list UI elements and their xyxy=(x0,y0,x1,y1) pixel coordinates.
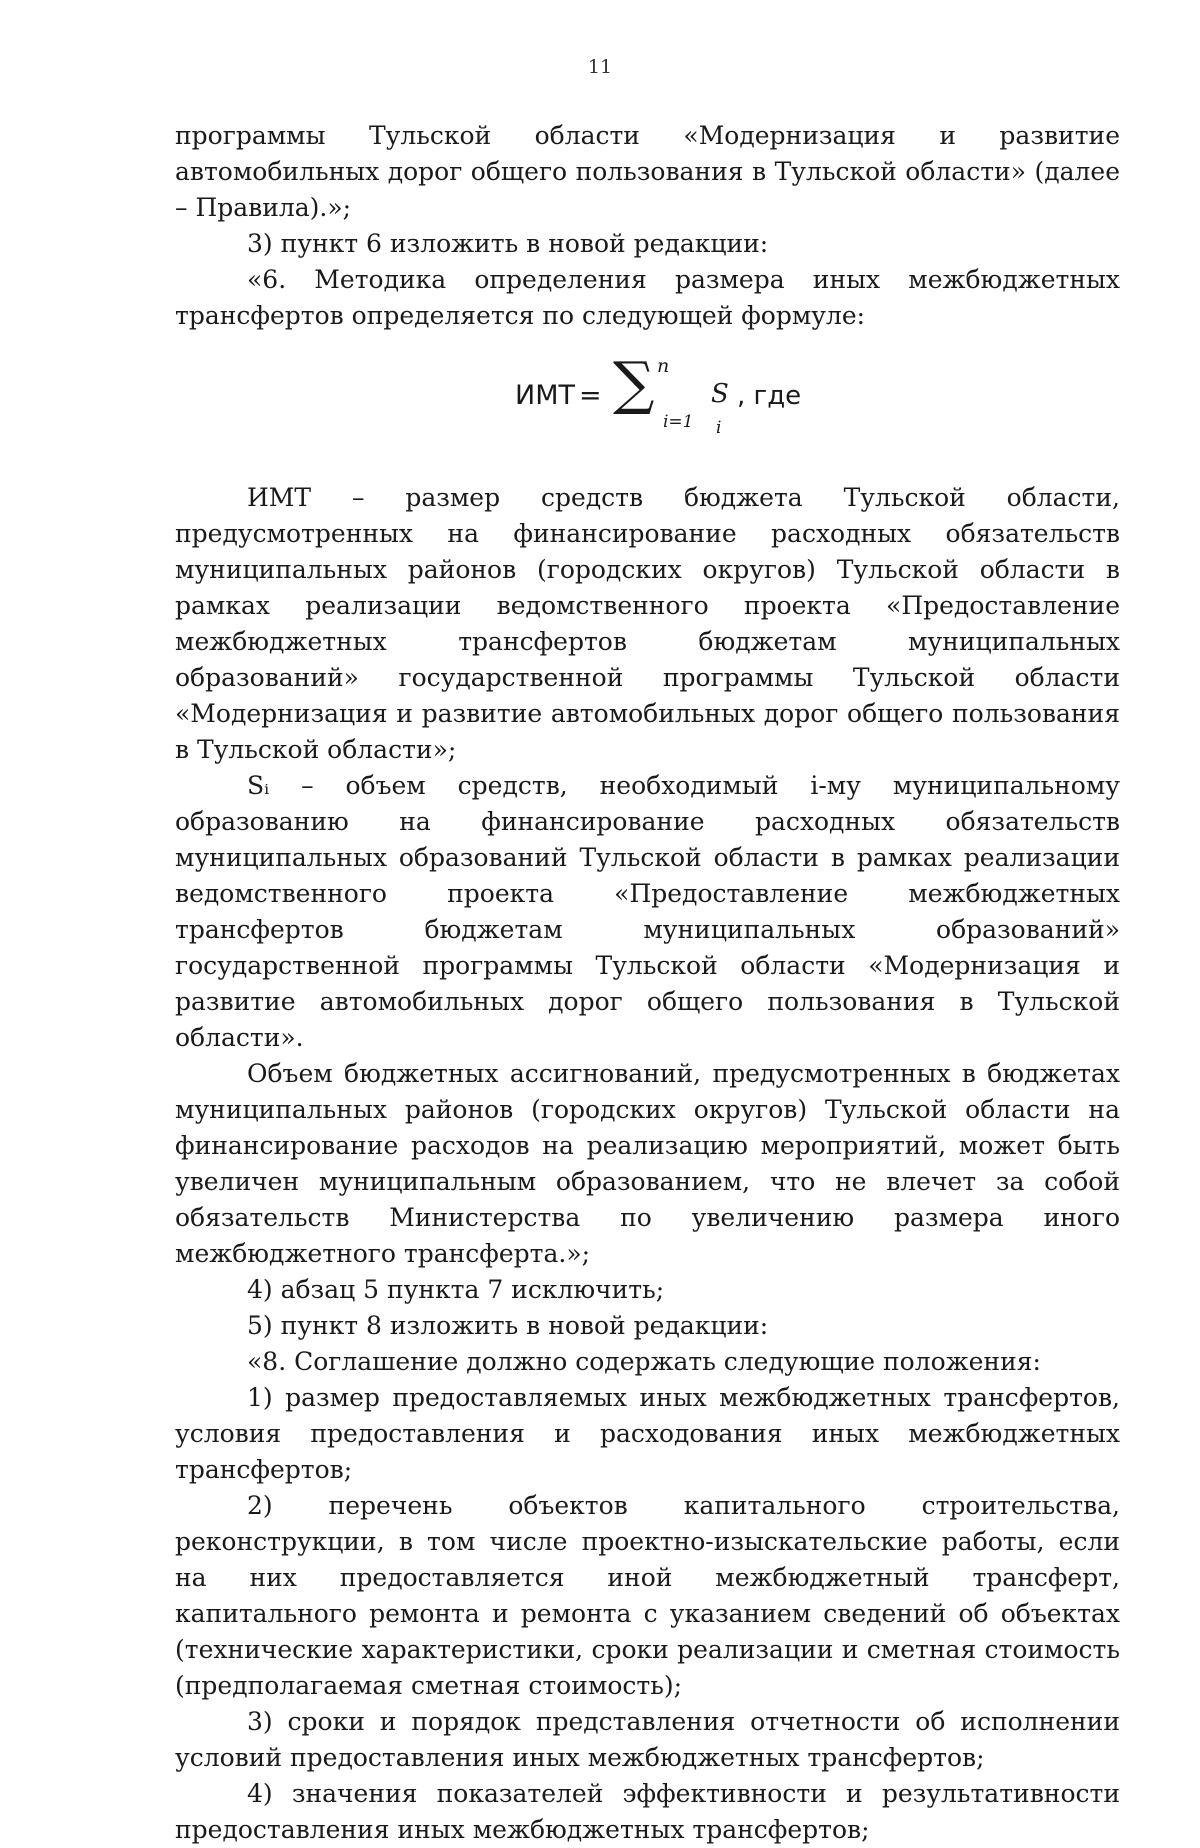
paragraph: ИМТ – размер средств бюджета Тульской области, предусмотренных на финансирование расходных обязательств муниципальных районов (городских округов) Тульской области в рамках реализации ведомственного проекта «Предоставление межбюджетных трансфертов бюджетам муниципальных образований» государственной программы Тульской области «Модернизация и развитие автомобильных дорог общего пользования в Тульской области»; xyxy=(175,483,1120,764)
formula-tail: , где xyxy=(737,381,802,411)
paragraph: «8. Соглашение должно содержать следующие положения: xyxy=(247,1347,1041,1376)
paragraph: 4) абзац 5 пункта 7 исключить; xyxy=(247,1275,665,1304)
paragraph: Объем бюджетных ассигнований, предусмотренных в бюджетах муниципальных районов (городских округов) Тульской области на финансирование расходов на реализацию мероприятий, может быть увеличен муниципальным образованием, что не влечет за собой обязательств Министерства по увеличению размера иного межбюджетного трансферта.»; xyxy=(175,1059,1120,1268)
formula-variable: S xyxy=(711,379,729,409)
paragraph: 5) пункт 8 изложить в новой редакции: xyxy=(247,1311,769,1340)
document-body xyxy=(175,118,1120,1848)
paragraph: программы Тульской области «Модернизация и развитие автомобильных дорог общего пользования в Тульской области» (далее – Правила).»; xyxy=(175,121,1120,222)
page-number: 11 xyxy=(587,56,613,78)
formula-lhs: ИМТ xyxy=(515,380,575,411)
paragraph: 1) размер предоставляемых иных межбюджетных трансфертов, условия предоставления и расходования иных межбюджетных трансфертов; xyxy=(175,1383,1120,1484)
formula-variable-subscript: i xyxy=(716,418,722,438)
paragraph: Sᵢ – объем средств, необходимый i-му муниципальному образованию на финансирование расходных обязательств муниципальных образований Тульской области в рамках реализации ведомственного проекта «Предоставление межбюджетных трансфертов бюджетам муниципальных образований» государственной программы Тульской области «Модернизация и развитие автомобильных дорог общего пользования в Тульской области». xyxy=(175,771,1120,1052)
sum-lower-limit: i=1 xyxy=(663,412,694,432)
sum-upper-limit: n xyxy=(657,355,670,377)
paragraph: 3) сроки и порядок представления отчетности об исполнении условий предоставления иных межбюджетных трансфертов; xyxy=(175,1707,1120,1772)
paragraph: 3) пункт 6 изложить в новой редакции: xyxy=(247,229,769,258)
formula-equals: = xyxy=(579,380,602,411)
paragraph: «6. Методика определения размера иных межбюджетных трансфертов определяется по следующей формуле: xyxy=(175,265,1120,330)
formula xyxy=(515,349,815,444)
paragraph: 4) значения показателей эффективности и результативности предоставления иных межбюджетных трансфертов; xyxy=(175,1779,1120,1844)
paragraph: 2) перечень объектов капитального строительства, реконструкции, в том числе проектно-изыскательские работы, если на них предоставляется иной межбюджетный трансферт, капитального ремонта и ремонта с указанием сведений об объектах (технические характеристики, сроки реализации и сметная стоимость (предполагаемая сметная стоимость); xyxy=(175,1491,1120,1700)
formula-block xyxy=(175,346,1120,470)
paragraphs-after-formula xyxy=(175,480,1120,1848)
paragraphs-before-formula xyxy=(175,118,1120,334)
sum-symbol: ∑ xyxy=(613,349,655,417)
